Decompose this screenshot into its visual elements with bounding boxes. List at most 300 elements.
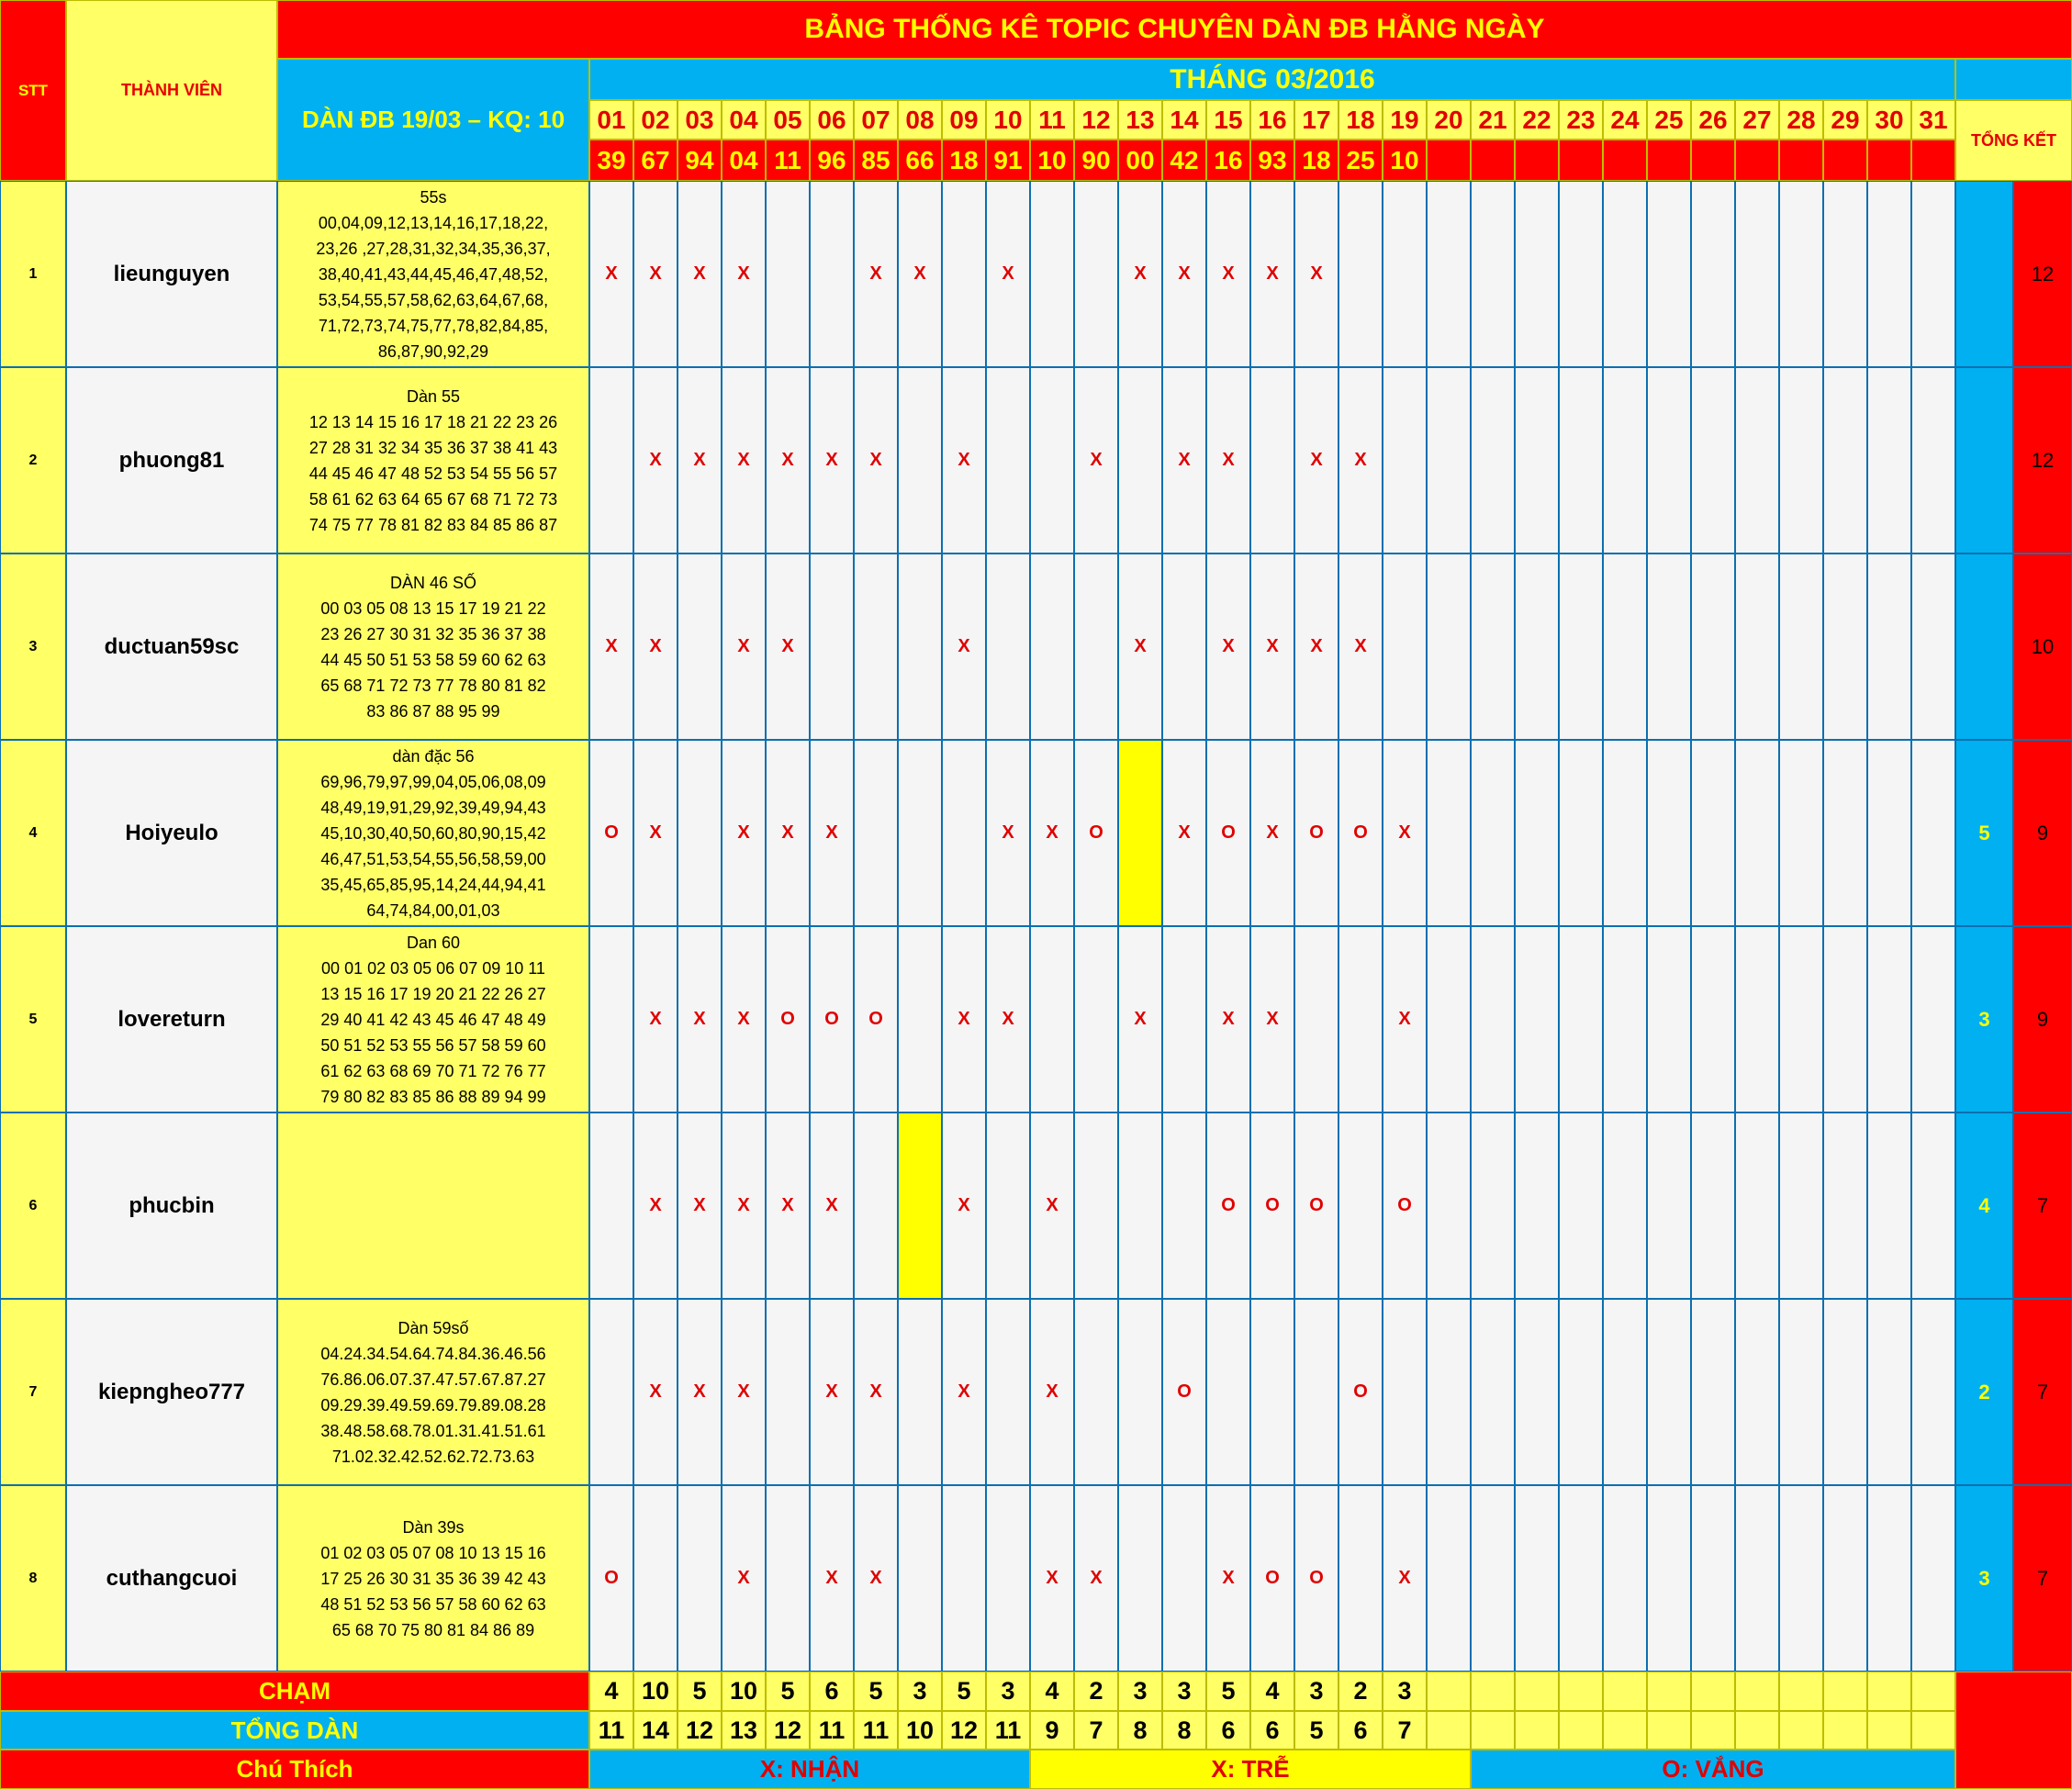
member-dan: Dan 60 00 01 02 03 05 06 07 09 10 11 13 15 16 17 19 20 21 22 26 27 29 40 41 42 43 45 46 47 48 49 50 51 52 53 55 56 57 58 59 60 61 62 63 68 69 70 71 72 76 77 79 80 82 83 85 86 88 89 94 99 bbox=[277, 926, 589, 1113]
day-number: 11 bbox=[1030, 100, 1074, 140]
day-result: 94 bbox=[678, 140, 722, 181]
day-number: 19 bbox=[1383, 100, 1427, 140]
day-number: 07 bbox=[854, 100, 898, 140]
cham-count: 5 bbox=[678, 1672, 722, 1711]
day-number: 18 bbox=[1338, 100, 1383, 140]
tongdan-count: 10 bbox=[898, 1711, 942, 1750]
day-mark: X bbox=[854, 1485, 898, 1672]
day-mark bbox=[1162, 1485, 1206, 1672]
day-number: 15 bbox=[1206, 100, 1250, 140]
day-mark: X bbox=[1206, 553, 1250, 740]
day-result: 39 bbox=[589, 140, 633, 181]
day-mark bbox=[1471, 367, 1515, 553]
day-mark: X bbox=[589, 553, 633, 740]
day-mark: X bbox=[1338, 367, 1383, 553]
day-mark bbox=[1515, 740, 1559, 926]
day-mark bbox=[1250, 367, 1294, 553]
day-mark bbox=[1427, 1485, 1471, 1672]
day-mark bbox=[1559, 181, 1603, 367]
day-mark bbox=[1647, 1485, 1691, 1672]
day-mark bbox=[589, 1113, 633, 1299]
tongdan-count bbox=[1867, 1711, 1911, 1750]
cham-count bbox=[1603, 1672, 1647, 1711]
tongdan-count: 11 bbox=[854, 1711, 898, 1750]
day-mark: X bbox=[1074, 367, 1118, 553]
day-mark bbox=[1735, 1485, 1779, 1672]
cham-count bbox=[1779, 1672, 1823, 1711]
day-mark bbox=[589, 367, 633, 553]
cham-count: 3 bbox=[986, 1672, 1030, 1711]
tongdan-count bbox=[1471, 1711, 1515, 1750]
cham-count: 5 bbox=[854, 1672, 898, 1711]
member-stt: 5 bbox=[0, 926, 66, 1113]
day-mark: X bbox=[810, 367, 854, 553]
day-mark bbox=[1162, 926, 1206, 1113]
day-mark: X bbox=[633, 553, 678, 740]
cham-count: 4 bbox=[1030, 1672, 1074, 1711]
stt-header: STT bbox=[0, 0, 66, 181]
day-mark bbox=[1471, 1485, 1515, 1672]
day-mark: X bbox=[1250, 740, 1294, 926]
day-mark bbox=[1823, 1113, 1867, 1299]
day-mark bbox=[898, 926, 942, 1113]
day-mark: X bbox=[942, 553, 986, 740]
member-name: Hoiyeulo bbox=[66, 740, 277, 926]
day-mark bbox=[1823, 553, 1867, 740]
member-stt: 2 bbox=[0, 367, 66, 553]
day-mark: O bbox=[589, 740, 633, 926]
member-score: 3 bbox=[1955, 1485, 2013, 1672]
tongdan-count bbox=[1559, 1711, 1603, 1750]
day-mark bbox=[1779, 367, 1823, 553]
day-result: 10 bbox=[1030, 140, 1074, 181]
day-mark: X bbox=[1338, 553, 1383, 740]
day-number: 30 bbox=[1867, 100, 1911, 140]
day-mark bbox=[1867, 553, 1911, 740]
day-mark bbox=[1779, 1113, 1823, 1299]
day-result bbox=[1427, 140, 1471, 181]
day-number: 05 bbox=[766, 100, 810, 140]
member-dan: dàn đặc 56 69,96,79,97,99,04,05,06,08,09 48,49,19,91,29,92,39,49,94,43 45,10,30,40,50,60,80,90,15,42 46,47,51,53,54,55,56,58,59,00 35,45,65,85,95,14,24,44,94,41 64,74,84,00,01,03 bbox=[277, 740, 589, 926]
day-mark bbox=[898, 740, 942, 926]
day-mark bbox=[1911, 1113, 1955, 1299]
tongdan-count: 14 bbox=[633, 1711, 678, 1750]
day-mark bbox=[678, 1485, 722, 1672]
tongdan-count: 11 bbox=[986, 1711, 1030, 1750]
member-stt: 3 bbox=[0, 553, 66, 740]
member-header: THÀNH VIÊN bbox=[66, 0, 277, 181]
day-mark: X bbox=[633, 1299, 678, 1485]
day-number: 12 bbox=[1074, 100, 1118, 140]
day-mark: X bbox=[722, 926, 766, 1113]
day-mark bbox=[1735, 740, 1779, 926]
day-mark: X bbox=[1250, 926, 1294, 1113]
day-mark bbox=[1779, 553, 1823, 740]
day-mark: X bbox=[854, 181, 898, 367]
day-mark bbox=[1515, 181, 1559, 367]
day-mark bbox=[1867, 926, 1911, 1113]
day-mark: X bbox=[722, 740, 766, 926]
day-mark bbox=[1647, 181, 1691, 367]
day-mark bbox=[1647, 367, 1691, 553]
day-mark bbox=[1250, 1299, 1294, 1485]
day-mark bbox=[1515, 1485, 1559, 1672]
day-result bbox=[1647, 140, 1691, 181]
day-mark: X bbox=[1162, 181, 1206, 367]
day-mark: X bbox=[1294, 181, 1338, 367]
day-mark bbox=[1691, 1113, 1735, 1299]
day-mark: X bbox=[766, 367, 810, 553]
day-mark bbox=[1338, 181, 1383, 367]
day-mark bbox=[633, 1485, 678, 1672]
member-dan: Dàn 39s 01 02 03 05 07 08 10 13 15 16 17 25 26 30 31 35 36 39 42 43 48 51 52 53 56 57 58 60 62 63 65 68 70 75 80 81 84 86 89 bbox=[277, 1485, 589, 1672]
day-mark bbox=[1823, 1299, 1867, 1485]
cham-count: 4 bbox=[589, 1672, 633, 1711]
member-dan bbox=[277, 1113, 589, 1299]
cham-count bbox=[1427, 1672, 1471, 1711]
day-mark bbox=[898, 1299, 942, 1485]
member-score: 5 bbox=[1955, 740, 2013, 926]
day-mark: X bbox=[678, 181, 722, 367]
tongdan-count bbox=[1735, 1711, 1779, 1750]
day-mark bbox=[1911, 367, 1955, 553]
day-mark: X bbox=[1206, 926, 1250, 1113]
day-mark bbox=[1471, 181, 1515, 367]
day-mark bbox=[1338, 926, 1383, 1113]
day-mark bbox=[1074, 1299, 1118, 1485]
day-mark bbox=[810, 553, 854, 740]
dan-header: DÀN ĐB 19/03 – KQ: 10 bbox=[277, 59, 589, 181]
day-mark bbox=[1074, 553, 1118, 740]
day-number: 14 bbox=[1162, 100, 1206, 140]
day-result bbox=[1559, 140, 1603, 181]
page-title: BẢNG THỐNG KÊ TOPIC CHUYÊN DÀN ĐB HẰNG NGÀY bbox=[277, 0, 2072, 59]
cham-count: 2 bbox=[1074, 1672, 1118, 1711]
day-mark bbox=[1118, 367, 1162, 553]
day-mark: X bbox=[1030, 1113, 1074, 1299]
member-score bbox=[1955, 181, 2013, 367]
day-mark bbox=[1779, 181, 1823, 367]
cham-count bbox=[1471, 1672, 1515, 1711]
day-result bbox=[1735, 140, 1779, 181]
day-number: 16 bbox=[1250, 100, 1294, 140]
day-mark bbox=[1515, 926, 1559, 1113]
day-mark bbox=[766, 1485, 810, 1672]
day-mark bbox=[1030, 367, 1074, 553]
day-mark bbox=[1823, 367, 1867, 553]
day-result: 66 bbox=[898, 140, 942, 181]
member-name: lieunguyen bbox=[66, 181, 277, 367]
day-number: 25 bbox=[1647, 100, 1691, 140]
day-mark bbox=[1603, 181, 1647, 367]
member-total: 9 bbox=[2013, 926, 2072, 1113]
member-total: 7 bbox=[2013, 1113, 2072, 1299]
tongdan-count: 12 bbox=[678, 1711, 722, 1750]
day-mark bbox=[1603, 1113, 1647, 1299]
day-mark bbox=[854, 553, 898, 740]
day-mark bbox=[1074, 926, 1118, 1113]
day-mark bbox=[1647, 740, 1691, 926]
day-mark: X bbox=[633, 367, 678, 553]
member-name: cuthangcuoi bbox=[66, 1485, 277, 1672]
tongdan-count: 8 bbox=[1162, 1711, 1206, 1750]
day-mark bbox=[1338, 1113, 1383, 1299]
day-result: 11 bbox=[766, 140, 810, 181]
day-mark bbox=[1383, 1299, 1427, 1485]
day-mark bbox=[898, 1485, 942, 1672]
day-mark bbox=[589, 1299, 633, 1485]
day-mark: X bbox=[678, 926, 722, 1113]
day-number: 22 bbox=[1515, 100, 1559, 140]
tongdan-count bbox=[1603, 1711, 1647, 1750]
cham-count: 5 bbox=[766, 1672, 810, 1711]
member-total: 7 bbox=[2013, 1299, 2072, 1485]
cham-count: 3 bbox=[1118, 1672, 1162, 1711]
day-mark bbox=[1691, 1299, 1735, 1485]
day-mark bbox=[1559, 1299, 1603, 1485]
day-number: 08 bbox=[898, 100, 942, 140]
day-mark bbox=[1647, 926, 1691, 1113]
day-mark: X bbox=[1250, 181, 1294, 367]
day-mark: O bbox=[1294, 740, 1338, 926]
day-result bbox=[1823, 140, 1867, 181]
day-number: 10 bbox=[986, 100, 1030, 140]
tongdan-count: 13 bbox=[722, 1711, 766, 1750]
day-mark: X bbox=[986, 181, 1030, 367]
day-result bbox=[1779, 140, 1823, 181]
day-mark: O bbox=[1074, 740, 1118, 926]
day-mark bbox=[1867, 367, 1911, 553]
day-mark bbox=[1779, 740, 1823, 926]
member-total: 7 bbox=[2013, 1485, 2072, 1672]
tongdan-count bbox=[1515, 1711, 1559, 1750]
day-mark: X bbox=[633, 926, 678, 1113]
cham-count: 5 bbox=[1206, 1672, 1250, 1711]
day-mark bbox=[1691, 740, 1735, 926]
day-result: 25 bbox=[1338, 140, 1383, 181]
day-mark bbox=[1779, 1485, 1823, 1672]
member-name: lovereturn bbox=[66, 926, 277, 1113]
day-mark: X bbox=[1383, 740, 1427, 926]
day-mark bbox=[1427, 926, 1471, 1113]
day-mark bbox=[1603, 1299, 1647, 1485]
day-mark bbox=[1823, 1485, 1867, 1672]
day-mark bbox=[1471, 926, 1515, 1113]
day-mark: X bbox=[898, 181, 942, 367]
member-stt: 1 bbox=[0, 181, 66, 367]
day-mark bbox=[1647, 553, 1691, 740]
member-name: phuong81 bbox=[66, 367, 277, 553]
day-mark bbox=[1427, 740, 1471, 926]
day-mark bbox=[1735, 1299, 1779, 1485]
day-mark bbox=[898, 367, 942, 553]
day-mark: X bbox=[722, 553, 766, 740]
day-result: 18 bbox=[942, 140, 986, 181]
day-mark: X bbox=[942, 926, 986, 1113]
day-mark: X bbox=[854, 367, 898, 553]
day-mark bbox=[1735, 1113, 1779, 1299]
day-mark bbox=[1911, 740, 1955, 926]
day-number: 06 bbox=[810, 100, 854, 140]
tongdan-count: 7 bbox=[1074, 1711, 1118, 1750]
cham-count: 2 bbox=[1338, 1672, 1383, 1711]
day-mark: O bbox=[1294, 1113, 1338, 1299]
member-name: kiepngheo777 bbox=[66, 1299, 277, 1485]
day-mark bbox=[1691, 367, 1735, 553]
member-dan: 55s 00,04,09,12,13,14,16,17,18,22, 23,26 ,27,28,31,32,34,35,36,37, 38,40,41,43,44,45,46,47,48,52, 53,54,55,57,58,62,63,64,67,68, 71,72,73,74,75,77,78,82,84,85, 86,87,90,92,29 bbox=[277, 181, 589, 367]
day-result: 85 bbox=[854, 140, 898, 181]
day-result: 18 bbox=[1294, 140, 1338, 181]
cham-count bbox=[1515, 1672, 1559, 1711]
tongdan-count: 5 bbox=[1294, 1711, 1338, 1750]
day-mark: O bbox=[810, 926, 854, 1113]
day-mark bbox=[678, 553, 722, 740]
member-score bbox=[1955, 367, 2013, 553]
day-mark bbox=[986, 1299, 1030, 1485]
day-result: 96 bbox=[810, 140, 854, 181]
day-mark: X bbox=[678, 367, 722, 553]
day-mark bbox=[1735, 367, 1779, 553]
day-mark bbox=[1691, 1485, 1735, 1672]
day-mark: X bbox=[722, 1113, 766, 1299]
day-mark bbox=[1427, 367, 1471, 553]
day-mark: O bbox=[589, 1485, 633, 1672]
day-mark bbox=[810, 181, 854, 367]
day-mark: X bbox=[633, 181, 678, 367]
day-result: 04 bbox=[722, 140, 766, 181]
day-number: 28 bbox=[1779, 100, 1823, 140]
day-mark: X bbox=[766, 553, 810, 740]
day-result: 10 bbox=[1383, 140, 1427, 181]
day-number: 02 bbox=[633, 100, 678, 140]
member-stt: 6 bbox=[0, 1113, 66, 1299]
day-mark bbox=[1867, 1113, 1911, 1299]
day-mark: O bbox=[1250, 1113, 1294, 1299]
day-mark: X bbox=[633, 740, 678, 926]
day-mark: X bbox=[722, 367, 766, 553]
legend-item: X: TRỄ bbox=[1030, 1750, 1471, 1789]
day-mark bbox=[1691, 553, 1735, 740]
tongdan-count: 9 bbox=[1030, 1711, 1074, 1750]
day-mark bbox=[1691, 181, 1735, 367]
day-mark: O bbox=[854, 926, 898, 1113]
day-mark bbox=[1383, 181, 1427, 367]
day-result: 00 bbox=[1118, 140, 1162, 181]
day-mark: O bbox=[1383, 1113, 1427, 1299]
member-score: 4 bbox=[1955, 1113, 2013, 1299]
month-header-right bbox=[1955, 59, 2072, 100]
cham-count: 10 bbox=[722, 1672, 766, 1711]
footer-total-block bbox=[1955, 1672, 2072, 1789]
day-number: 26 bbox=[1691, 100, 1735, 140]
day-mark bbox=[986, 553, 1030, 740]
member-total: 12 bbox=[2013, 181, 2072, 367]
cham-count: 3 bbox=[1294, 1672, 1338, 1711]
tongdan-count: 11 bbox=[589, 1711, 633, 1750]
cham-count: 3 bbox=[898, 1672, 942, 1711]
month-header: THÁNG 03/2016 bbox=[589, 59, 1955, 100]
day-mark bbox=[1867, 1299, 1911, 1485]
tongdan-count: 7 bbox=[1383, 1711, 1427, 1750]
day-number: 31 bbox=[1911, 100, 1955, 140]
day-mark: X bbox=[986, 740, 1030, 926]
tongdan-count: 12 bbox=[942, 1711, 986, 1750]
day-mark bbox=[898, 1113, 942, 1299]
day-mark bbox=[1603, 926, 1647, 1113]
day-mark bbox=[1911, 1299, 1955, 1485]
day-mark bbox=[1779, 926, 1823, 1113]
day-number: 09 bbox=[942, 100, 986, 140]
day-mark bbox=[942, 181, 986, 367]
day-mark bbox=[1427, 181, 1471, 367]
day-mark bbox=[986, 367, 1030, 553]
day-mark: X bbox=[589, 181, 633, 367]
member-name: phucbin bbox=[66, 1113, 277, 1299]
day-mark bbox=[1911, 181, 1955, 367]
day-result: 16 bbox=[1206, 140, 1250, 181]
day-mark bbox=[1823, 181, 1867, 367]
day-mark bbox=[1162, 1113, 1206, 1299]
day-mark: X bbox=[1118, 181, 1162, 367]
day-mark bbox=[1779, 1299, 1823, 1485]
day-mark bbox=[1030, 553, 1074, 740]
member-stt: 7 bbox=[0, 1299, 66, 1485]
cham-count: 3 bbox=[1162, 1672, 1206, 1711]
day-result: 90 bbox=[1074, 140, 1118, 181]
day-mark bbox=[589, 926, 633, 1113]
member-score: 3 bbox=[1955, 926, 2013, 1113]
day-mark bbox=[1471, 740, 1515, 926]
member-stt: 4 bbox=[0, 740, 66, 926]
day-mark: X bbox=[633, 1113, 678, 1299]
day-mark bbox=[1647, 1299, 1691, 1485]
cham-count: 3 bbox=[1383, 1672, 1427, 1711]
day-mark bbox=[1823, 740, 1867, 926]
day-result bbox=[1471, 140, 1515, 181]
tongdan-count: 6 bbox=[1338, 1711, 1383, 1750]
tongdan-count bbox=[1427, 1711, 1471, 1750]
day-mark: X bbox=[810, 1485, 854, 1672]
day-mark bbox=[1911, 553, 1955, 740]
day-mark bbox=[1118, 1485, 1162, 1672]
day-mark bbox=[942, 740, 986, 926]
member-stt: 8 bbox=[0, 1485, 66, 1672]
day-mark bbox=[1691, 926, 1735, 1113]
day-mark: X bbox=[722, 1299, 766, 1485]
day-mark bbox=[1294, 1299, 1338, 1485]
day-mark bbox=[1735, 553, 1779, 740]
day-result bbox=[1515, 140, 1559, 181]
day-mark bbox=[1603, 740, 1647, 926]
day-mark: X bbox=[1294, 367, 1338, 553]
day-number: 13 bbox=[1118, 100, 1162, 140]
day-mark: X bbox=[1030, 1299, 1074, 1485]
day-mark bbox=[1515, 1113, 1559, 1299]
day-mark: X bbox=[1383, 926, 1427, 1113]
day-mark bbox=[1206, 1299, 1250, 1485]
day-result: 91 bbox=[986, 140, 1030, 181]
day-mark bbox=[1030, 926, 1074, 1113]
day-mark: X bbox=[678, 1113, 722, 1299]
tongdan-count bbox=[1647, 1711, 1691, 1750]
day-mark: X bbox=[766, 740, 810, 926]
day-mark: X bbox=[810, 1299, 854, 1485]
day-mark bbox=[1911, 1485, 1955, 1672]
day-mark bbox=[1162, 553, 1206, 740]
tongdan-count: 8 bbox=[1118, 1711, 1162, 1750]
cham-count bbox=[1735, 1672, 1779, 1711]
day-mark bbox=[1118, 1113, 1162, 1299]
